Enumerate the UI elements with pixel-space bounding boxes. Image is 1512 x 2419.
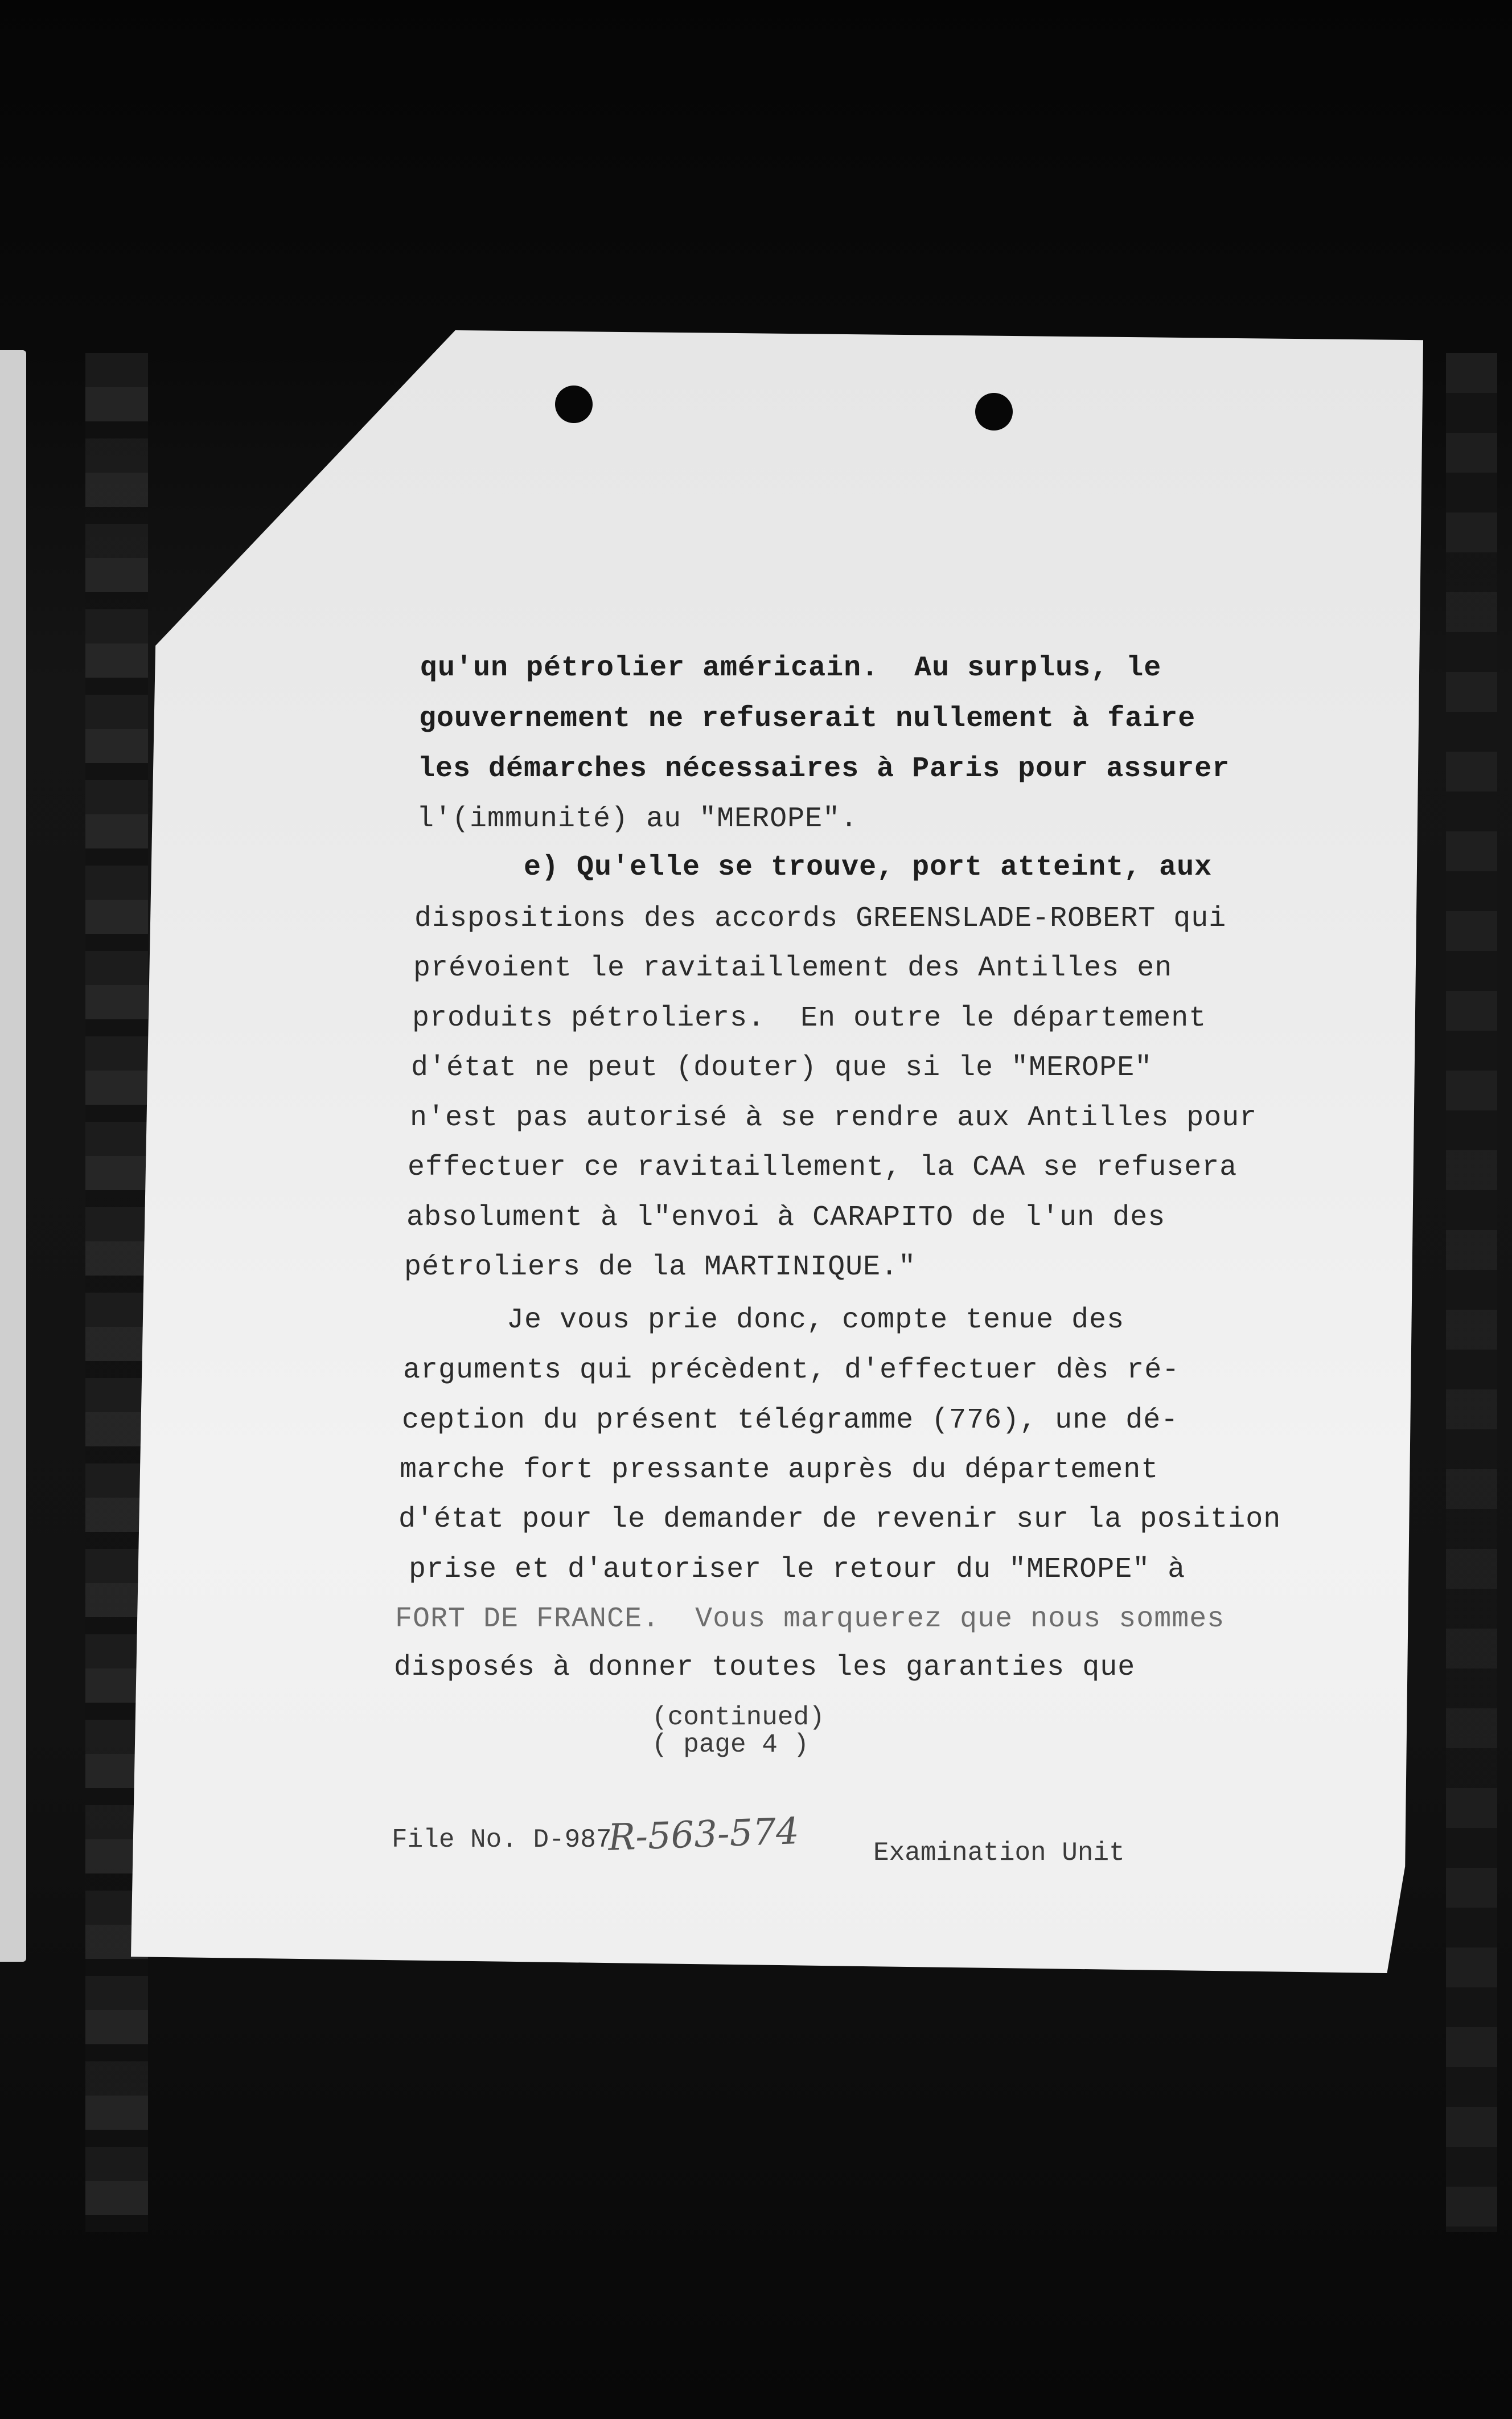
- text-line: produits pétroliers. En outre le département: [412, 1002, 1207, 1035]
- text-line: prévoient le ravitaillement des Antilles en: [413, 952, 1173, 985]
- text-line: d'état pour le demander de revenir sur la position: [398, 1503, 1281, 1536]
- examination-unit-label: Examination Unit: [873, 1838, 1125, 1868]
- text-line: effectuer ce ravitaillement, la CAA se refusera: [408, 1151, 1238, 1184]
- handwritten-reference: R-563-574: [607, 1810, 800, 1859]
- text-line: absolument à l"envoi à CARAPITO de l'un des: [406, 1202, 1166, 1234]
- text-line: pétroliers de la MARTINIQUE.": [404, 1251, 917, 1284]
- text-line: gouvernement ne refuserait nullement à faire: [419, 703, 1196, 735]
- file-number: File No. D-987: [392, 1825, 612, 1855]
- text-line: arguments qui précèdent, d'effectuer dès ré-: [403, 1354, 1180, 1387]
- text-line: l'(immunité) au "MEROPE".: [417, 803, 858, 835]
- text-line: marche fort pressante auprès du département: [400, 1454, 1159, 1486]
- text-line: e) Qu'elle se trouve, port atteint, aux: [524, 851, 1213, 884]
- text-line: ception du présent télégramme (776), une dé-: [402, 1404, 1179, 1437]
- punch-hole-right: [975, 393, 1013, 430]
- text-line: d'état ne peut (douter) que si le "MEROPE": [411, 1052, 1153, 1084]
- text-line: Je vous prie donc, compte tenue des: [507, 1304, 1125, 1336]
- punch-hole-left: [555, 386, 593, 423]
- page-marker: ( page 4 ): [652, 1730, 810, 1760]
- text-line: les démarches nécessaires à Paris pour assurer: [418, 753, 1230, 785]
- continued-note: (continued): [652, 1703, 825, 1732]
- text-line: dispositions des accords GREENSLADE-ROBERT qui: [414, 903, 1227, 935]
- text-line: prise et d'autoriser le retour du "MEROPE" à: [409, 1553, 1186, 1586]
- text-line: n'est pas autorisé à se rendre aux Antilles pour: [410, 1102, 1258, 1134]
- text-line: qu'un pétrolier américain. Au surplus, le: [420, 652, 1162, 684]
- text-line: disposés à donner toutes les garanties que: [394, 1651, 1136, 1684]
- text-line: FORT DE FRANCE. Vous marquerez que nous sommes: [395, 1603, 1225, 1635]
- film-edge-right: [1446, 353, 1497, 2232]
